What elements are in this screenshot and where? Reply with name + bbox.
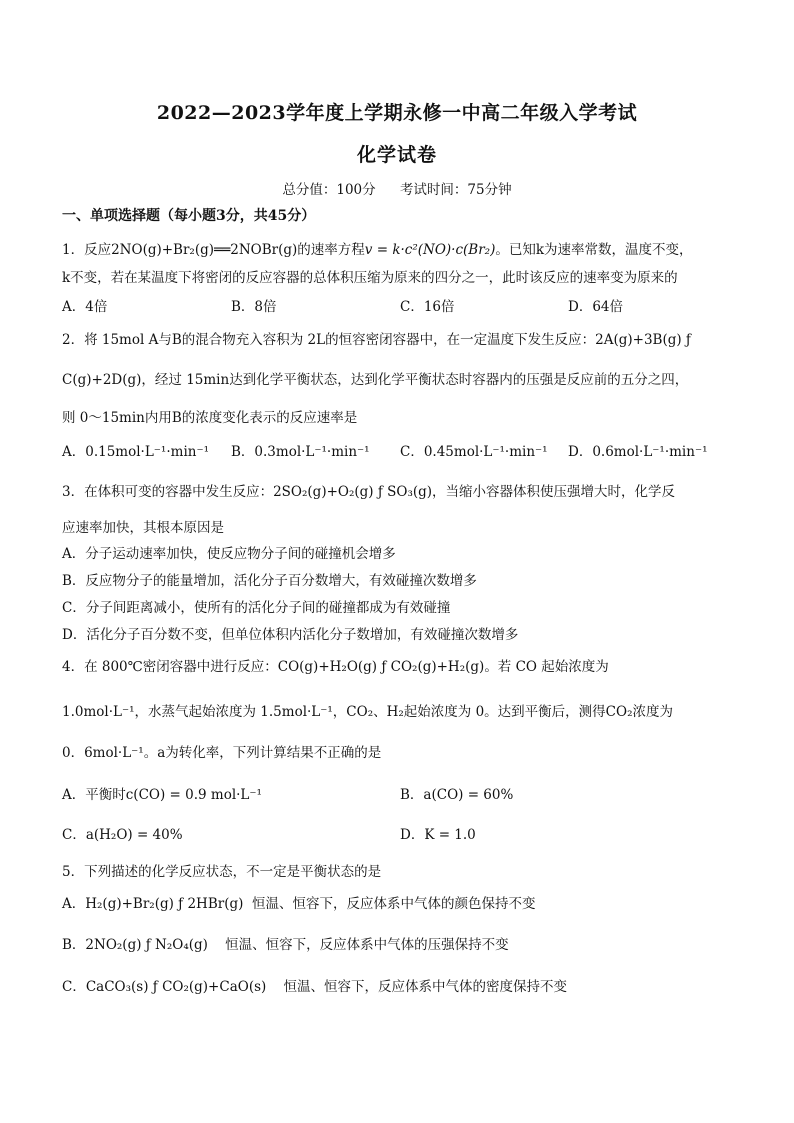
q3-option-c: C．分子间距离减小，使所有的活化分子间的碰撞都成为有效碰撞 — [62, 600, 451, 616]
q4-stem-b: 。若 CO 起始浓度为 — [484, 659, 609, 675]
q1-option-d: D．64倍 — [568, 299, 624, 315]
q4-line-3: 0．6mol·L⁻¹。a为转化率，下列计算结果不正确的是 — [62, 745, 382, 761]
q3-option-b: B．反应物分子的能量增加，活化分子百分数增大，有效碰撞次数增多 — [62, 573, 477, 589]
exam-subtitle: 化学试卷 — [356, 144, 437, 166]
q5-option-c-desc: 恒温、恒容下，反应体系中气体的密度保持不变 — [283, 979, 567, 995]
exam-time: 考试时间：75分钟 — [399, 182, 512, 198]
q1-rate-equation: v = k·c²(NO)·c(Br₂) — [364, 242, 496, 258]
q3-reaction: 2SO₂(g)+O₂(g) ƒ SO₃(g) — [273, 484, 433, 500]
q2-reaction-b: C(g)+2D(g) — [62, 372, 142, 388]
q4-line-1 — [62, 657, 742, 677]
q5-option-b-reaction: 2NO₂(g) ƒ N₂O₄(g) — [85, 937, 208, 953]
q2-option-a: A．0.15mol·L⁻¹·min⁻¹ — [62, 444, 209, 460]
q1-stem-a: 1．反应 — [62, 242, 112, 258]
q2-stem-2: ，经过 15min达到化学平衡状态，达到化学平衡状态时容器内的压强是反应前的五分之四， — [141, 372, 689, 388]
q1-stem-b: 的速率方程 — [297, 242, 365, 258]
q5-option-b-label: B． — [62, 937, 86, 953]
q1-reaction: 2NO(g)+Br₂(g)══2NOBr(g) — [111, 242, 298, 258]
q1-option-a: A．4倍 — [62, 299, 108, 315]
q1-stem-c: 。已知k为速率常数，温度不变， — [495, 242, 693, 258]
q2-option-d: D．0.6mol·L⁻¹·min⁻¹ — [568, 444, 708, 460]
section-heading: 一、单项选择题（每小题3分，共45分） — [62, 208, 316, 224]
q4-option-b: B．a(CO) = 60% — [400, 787, 514, 803]
q3-line-1 — [62, 482, 742, 502]
q3-option-a: A．分子运动速率加快，使反应物分子间的碰撞机会增多 — [62, 546, 396, 562]
q5-option-a-desc: 恒温、恒容下，反应体系中气体的颜色保持不变 — [251, 896, 536, 912]
q1-line-2: k不变，若在某温度下将密闭的反应容器的总体积压缩为原来的四分之一，此时该反应的速率变为原来的 — [62, 270, 678, 286]
total-score: 总分值：100分 — [282, 182, 376, 198]
q5-option-b-desc: 恒温、恒容下，反应体系中气体的压强保持不变 — [225, 937, 509, 953]
q2-line-3: 则 0～15min内用B的浓度变化表示的反应速率是 — [62, 410, 358, 426]
q5-option-a — [62, 894, 742, 914]
q4-option-c: C．a(H₂O) = 40% — [62, 827, 183, 843]
q3-stem-b: ，当缩小容器体积使压强增大时，化学反 — [432, 484, 676, 500]
q2-line-1 — [62, 330, 742, 350]
q3-option-d: D．活化分子百分数不变，但单位体积内活化分子数增加，有效碰撞次数增多 — [62, 627, 519, 643]
q3-stem-a: 3．在体积可变的容器中发生反应： — [62, 484, 274, 500]
q2-stem: 2．将 15mol A与B的混合物充入容积为 2L的恒容密闭容器中，在一定温度下发生反应： — [62, 332, 596, 348]
q5-option-c-reaction: CaCO₃(s) ƒ CO₂(g)+CaO(s) — [85, 979, 267, 995]
q5-option-c-label: C． — [62, 979, 86, 995]
q5-option-b — [62, 935, 742, 955]
q3-line-2: 应速率加快，其根本原因是 — [62, 520, 224, 536]
q1-option-c: C．16倍 — [400, 299, 455, 315]
q4-stem-a: 4．在 800℃密闭容器中进行反应： — [62, 659, 278, 675]
q4-line-2: 1.0mol·L⁻¹，水蒸气起始浓度为 1.5mol·L⁻¹，CO₂、H₂起始浓度为 0。达到平衡后，测得CO₂浓度为 — [62, 704, 673, 720]
q5-option-a-reaction: H₂(g)+Br₂(g) ƒ 2HBr(g) — [85, 896, 244, 912]
exam-meta — [0, 178, 794, 198]
exam-title: 2022—2023学年度上学期永修一中高二年级入学考试 — [156, 102, 638, 124]
q4-option-d: D．K = 1.0 — [400, 827, 476, 843]
q5-stem: 5．下列描述的化学反应状态，不一定是平衡状态的是 — [62, 864, 382, 880]
q1-line-1 — [62, 240, 742, 260]
q2-option-b: B．0.3mol·L⁻¹·min⁻¹ — [231, 444, 370, 460]
q2-reaction-a: 2A(g)+3B(g) ƒ — [595, 332, 691, 348]
q1-option-b: B．8倍 — [231, 299, 277, 315]
q5-option-a-label: A． — [62, 896, 86, 912]
q2-option-c: C．0.45mol·L⁻¹·min⁻¹ — [400, 444, 548, 460]
q2-line-2 — [62, 370, 742, 390]
q5-option-c — [62, 977, 742, 997]
q4-reaction: CO(g)+H₂O(g) ƒ CO₂(g)+H₂(g) — [277, 659, 485, 675]
q4-option-a: A．平衡时c(CO) = 0.9 mol·L⁻¹ — [62, 787, 262, 803]
